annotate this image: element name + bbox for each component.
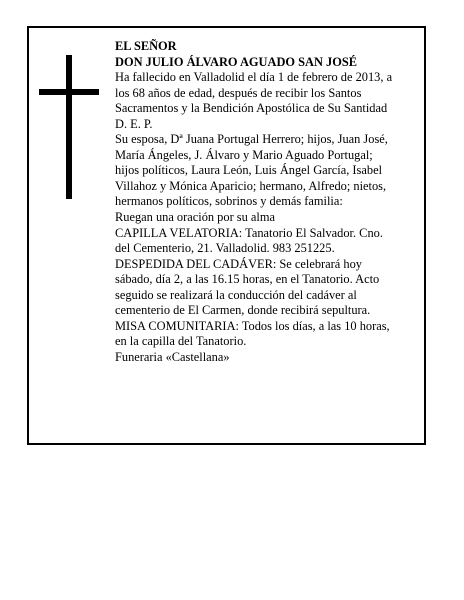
text-line: Ruegan una oración por su alma (115, 210, 275, 225)
notice-text (115, 39, 423, 365)
wake-location (115, 226, 423, 257)
text-line: Villahoz y Mónica Aparicio; hermano, Alfredo; nietos, (115, 178, 387, 193)
text-line: Funeraria «Castellana» (115, 349, 230, 364)
prayer-request (115, 210, 423, 226)
notice-header-title: EL SEÑOR (115, 39, 177, 53)
text-line: los 68 años de edad, después de recibir los Santos (115, 85, 362, 100)
text-line: seguido se realizará la conducción del cadáver al (115, 287, 357, 302)
cross-vertical-bar (66, 55, 72, 199)
text-line: del Cementerio, 21. Valladolid. 983 251225. (115, 241, 335, 256)
text-line: MISA COMUNITARIA: Todos los días, a las 10 horas, (115, 318, 390, 333)
notice-body (115, 70, 423, 365)
funeral-procession (115, 257, 423, 319)
obituary-notice (27, 26, 426, 445)
text-line: sábado, día 2, a las 16.15 horas, en el Tanatorio. Acto (115, 272, 380, 287)
cross-horizontal-bar (39, 89, 99, 95)
death-announcement (115, 70, 423, 132)
text-line: hermanos políticos, sobrinos y demás familia: (115, 194, 343, 209)
text-line: hijos políticos, Laura León, Luis Ángel García, Isabel (115, 163, 383, 178)
text-line: Su esposa, Dª Juana Portugal Herrero; hijos, Juan José, (115, 132, 388, 147)
cross-icon (39, 55, 99, 199)
funeral-home (115, 350, 423, 366)
text-line: María Ángeles, J. Álvaro y Mario Aguado Portugal; (115, 147, 373, 162)
text-line: DESPEDIDA DEL CADÁVER: Se celebrará hoy (115, 256, 362, 271)
deceased-name: DON JULIO ÁLVARO AGUADO SAN JOSÉ (115, 54, 358, 69)
text-line: D. E. P. (115, 116, 153, 131)
community-mass (115, 319, 423, 350)
text-line: en la capilla del Tanatorio. (115, 334, 247, 349)
text-line: Sacramentos y la Bendición Apostólica de Su Santidad (115, 101, 388, 116)
text-line: cementerio de El Carmen, donde recibirá sepultura. (115, 303, 371, 318)
text-line: CAPILLA VELATORIA: Tanatorio El Salvador. Cno. (115, 225, 383, 240)
family-members (115, 132, 423, 210)
text-line: Ha fallecido en Valladolid el día 1 de febrero de 2013, a (115, 70, 393, 85)
